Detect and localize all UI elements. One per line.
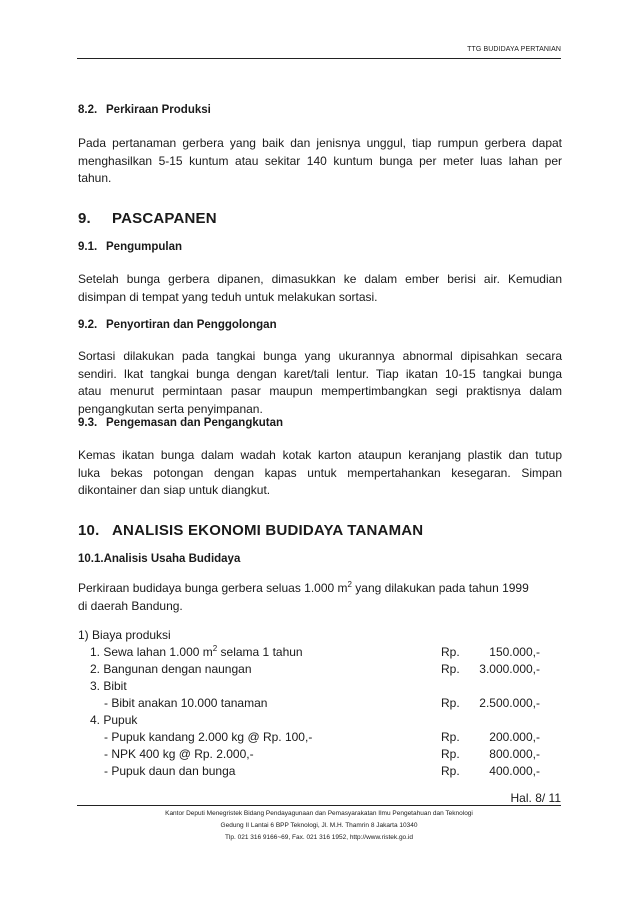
cost-item-4c: - Pupuk daun dan bunga <box>104 764 236 778</box>
cost-item-4a: - Pupuk kandang 2.000 kg @ Rp. 100,- <box>104 730 313 744</box>
chapter-title: PASCAPANEN <box>112 210 217 227</box>
currency-label: Rp. <box>441 747 460 761</box>
footer-divider <box>77 805 561 806</box>
cost-item-1 <box>90 645 303 659</box>
section-number: 8.2. <box>78 104 98 116</box>
paragraph-line: Pada pertanaman gerbera yang baik dan jenisnya unggul, tiap rumpun gerbera dapat <box>78 136 562 150</box>
currency-label: Rp. <box>441 645 460 659</box>
cost-text: selama 1 tahun <box>217 645 303 659</box>
section-title: Perkiraan Produksi <box>106 104 211 116</box>
superscript: 2 <box>212 644 218 653</box>
cost-amount-3a: 2.500.000,- <box>479 696 540 710</box>
cost-list-heading: 1) Biaya produksi <box>78 628 171 642</box>
running-header: TTG BUDIDAYA PERTANIAN <box>467 46 561 53</box>
section-9-3-heading <box>78 417 283 429</box>
section-number: 9.1. <box>78 241 98 253</box>
currency-label: Rp. <box>441 696 460 710</box>
cost-item-4: 4. Pupuk <box>90 713 138 727</box>
paragraph-line: disimpan di tempat yang teduh untuk melakukan sortasi. <box>78 289 378 304</box>
section-10-1-intro <box>78 580 562 615</box>
section-9-3-paragraph <box>78 447 562 500</box>
paragraph-line: Kemas ikatan bunga dalam wadah kotak karton ataupun keranjang plastik dan tutup <box>78 448 562 462</box>
cost-amount-4c: 400.000,- <box>489 764 540 778</box>
chapter-10-heading <box>78 522 423 539</box>
header-divider <box>77 58 561 59</box>
section-title: Penyortiran dan Penggolongan <box>106 319 277 331</box>
paragraph-line: tahun. <box>78 171 112 185</box>
intro-text: yang dilakukan pada tahun 1999 <box>351 581 529 595</box>
page-number: Hal. 8/ 11 <box>510 791 561 805</box>
footer-line-3: Tlp. 021 316 9166~69, Fax. 021 316 1952, http://www.ristek.go.id <box>224 834 414 841</box>
paragraph-line: atau menurut permintaan pasar maupun mempertimbangkan segi praktisnya dalam <box>78 384 562 398</box>
paragraph-line: dikontainer dan siap untuk diangkut. <box>78 483 271 497</box>
cost-amount-4a: 200.000,- <box>489 730 540 744</box>
section-9-1-heading <box>78 241 182 253</box>
currency-label: Rp. <box>441 662 460 676</box>
section-9-2-paragraph <box>78 348 562 418</box>
cost-amount-2: 3.000.000,- <box>479 662 540 676</box>
paragraph-line: luka bekas potongan dengan kapas untuk mempertahankan kesegaran. Simpan <box>78 465 562 480</box>
paragraph-line: Sortasi dilakukan pada tangkai bunga yang ukurannya abnormal dipisahkan secara <box>78 349 562 363</box>
paragraph-line: sendiri. Ikat tangkai bunga dengan karet/tali lentur. Tiap ikatan 10-15 tangkai bunga <box>78 366 562 381</box>
superscript: 2 <box>347 580 352 589</box>
paragraph-line <box>78 580 562 598</box>
paragraph-line: Setelah bunga gerbera dipanen, dimasukkan ke dalam ember berisi air. Kemudian <box>78 272 562 286</box>
section-8-2-heading <box>78 104 211 116</box>
section-8-2-paragraph <box>78 135 562 188</box>
section-number: 9.3. <box>78 417 98 429</box>
section-9-2-heading <box>78 319 277 331</box>
cost-item-2: 2. Bangunan dengan naungan <box>90 662 252 676</box>
chapter-title: ANALISIS EKONOMI BUDIDAYA TANAMAN <box>112 522 424 539</box>
footer-line-2: Gedung II Lantai 6 BPP Teknologi, Jl. M.H. Thamrin 8 Jakarta 10340 <box>220 822 418 829</box>
section-title: Pengumpulan <box>106 241 183 253</box>
paragraph-line: pengangkutan serta penyimpanan. <box>78 401 263 416</box>
paragraph-line: menghasilkan 5-15 kuntum atau sekitar 140 kuntum bunga per meter luas lahan per <box>78 153 562 168</box>
section-9-1-paragraph <box>78 271 562 306</box>
footer-line-1: Kantor Deputi Menegristek Bidang Pendayagunaan dan Pemasyarakatan Ilmu Pengetahuan dan Teknologi <box>165 810 473 817</box>
section-title: Pengemasan dan Pengangkutan <box>106 417 284 429</box>
section-10-1-heading: 10.1.Analisis Usaha Budidaya <box>78 553 241 565</box>
section-number: 9.2. <box>78 319 98 331</box>
cost-item-4b: - NPK 400 kg @ Rp. 2.000,- <box>104 747 254 761</box>
currency-label: Rp. <box>441 764 460 778</box>
cost-item-3a: - Bibit anakan 10.000 tanaman <box>104 696 268 710</box>
intro-text: Perkiraan budidaya bunga gerbera seluas 1.000 m <box>78 581 348 595</box>
chapter-number: 9. <box>78 210 91 227</box>
cost-item-3: 3. Bibit <box>90 679 127 693</box>
currency-label: Rp. <box>441 730 460 744</box>
cost-text: 1. Sewa lahan 1.000 m <box>90 645 213 659</box>
chapter-9-heading <box>78 210 217 227</box>
chapter-number: 10. <box>78 522 100 539</box>
paragraph-line: di daerah Bandung. <box>78 598 183 613</box>
cost-amount-4b: 800.000,- <box>489 747 540 761</box>
cost-amount-1: 150.000,- <box>489 645 540 659</box>
